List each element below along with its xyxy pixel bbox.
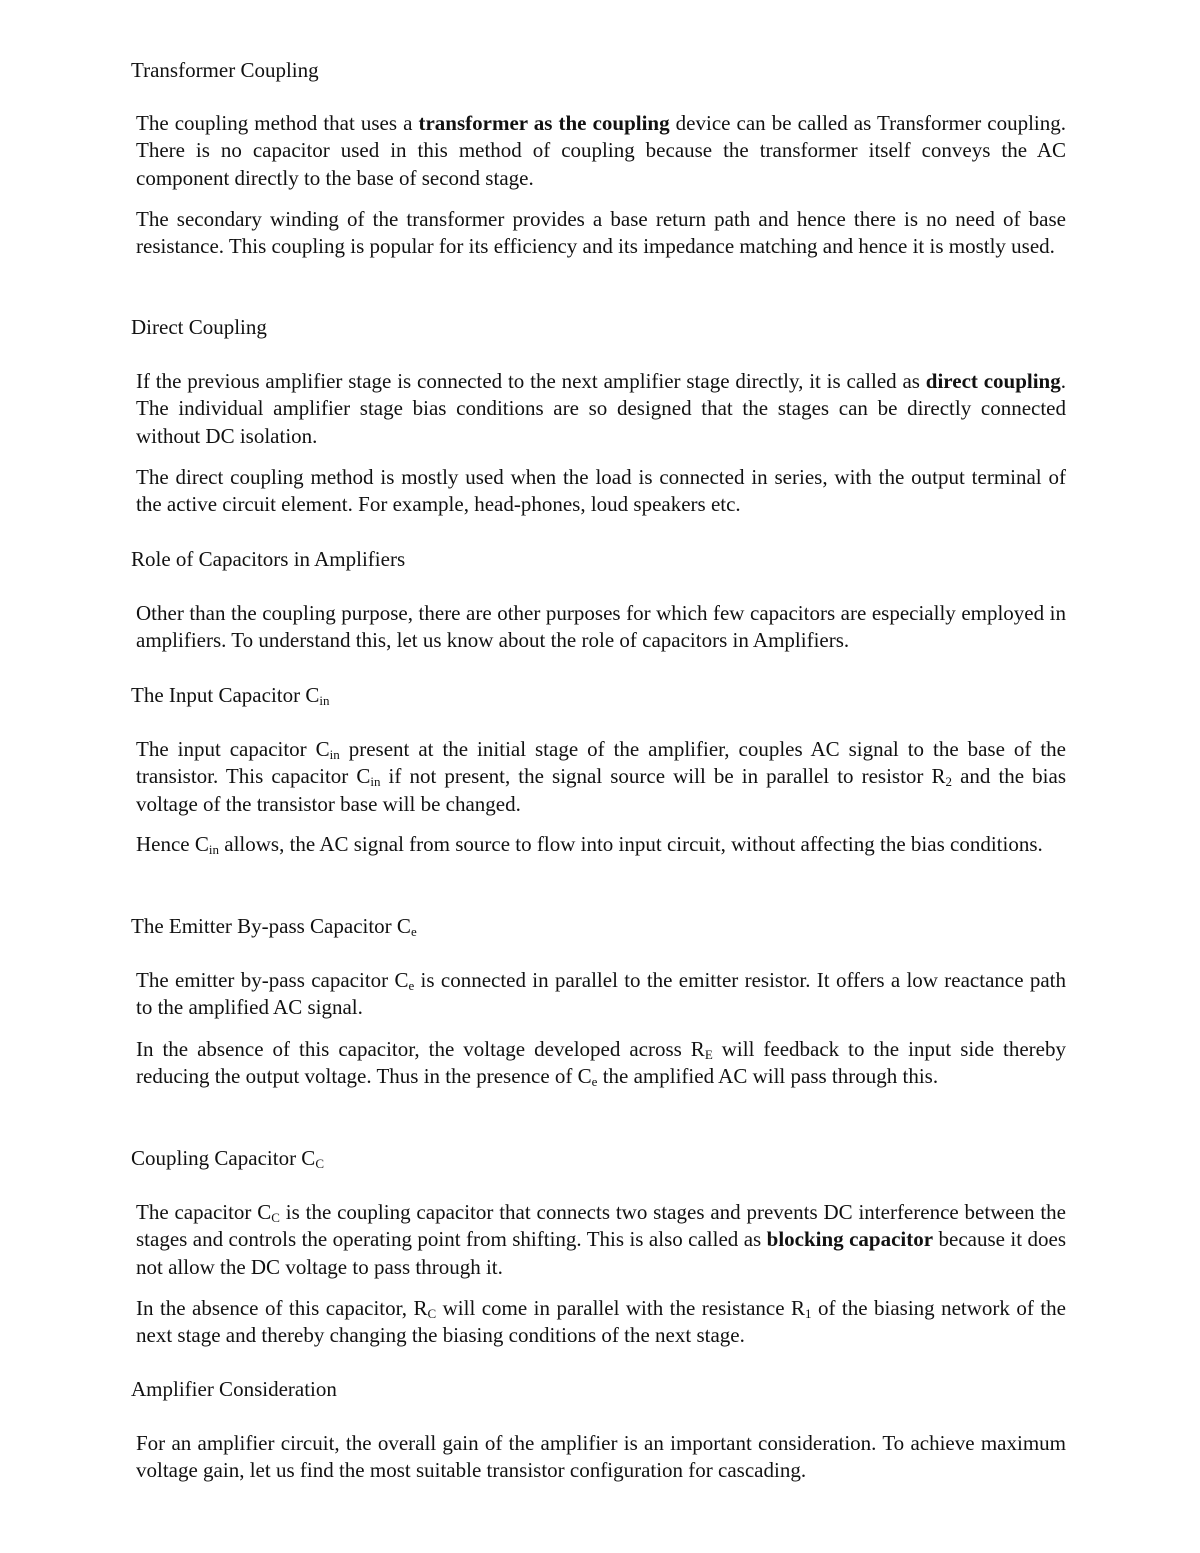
text-run: because it does not allow the DC voltage to pass through it.	[136, 1227, 1066, 1279]
paragraph	[136, 600, 1066, 655]
text-run: will come in parallel with the resistance R	[436, 1296, 805, 1320]
paragraph	[136, 1430, 1066, 1485]
text-run: The capacitor C	[136, 1200, 272, 1224]
text-run: if not present, the signal source will be in parallel to resistor R	[380, 764, 946, 789]
section-heading: The Input Capacitor $C_{in}$	[131, 683, 330, 708]
text-run: allows, the AC signal from source to flow into input circuit, without affecting the bias conditions.	[219, 832, 1043, 856]
subscript: e	[408, 978, 415, 993]
paragraph	[136, 110, 1066, 192]
bold-term: transformer as the coupling	[418, 111, 670, 135]
text-run: Other than the coupling purpose, there are other purposes for which few capacitors are especially employed in amplifiers. To understand this, let us know about the role of capacitors in Amplifiers.	[136, 601, 1066, 653]
section-heading: Amplifier Consideration	[131, 1377, 337, 1401]
paragraph	[136, 464, 1066, 519]
subscript: e	[591, 1074, 598, 1090]
text-run: The secondary winding of the transformer provides a base return path and hence there is no need of base resistance. This coupling is popular for its efficiency and its impedance matching and hence it is mostly used.	[136, 207, 1066, 259]
paragraph	[136, 368, 1066, 450]
text-run: will feedback to the input side thereby reducing the output voltage. Thus in the presence of C	[136, 1037, 1066, 1089]
text-run: present at the initial stage of the amplifier, couples AC signal to the base of the transistor. This capacitor C	[136, 737, 1066, 789]
text-run: The emitter by-pass capacitor C	[136, 968, 409, 992]
paragraph	[136, 1199, 1066, 1281]
subscript: in	[329, 747, 340, 762]
subscript: in	[208, 842, 220, 857]
subscript: 2	[945, 774, 952, 790]
text-run: the amplified AC will pass through this.	[597, 1064, 939, 1089]
text-run: The direct coupling method is mostly used when the load is connected in series, with the output terminal of the active circuit element. For example, head-phones, loud speakers etc.	[136, 465, 1066, 517]
text-run: If the previous amplifier stage is connected to the next amplifier stage directly, it is called as	[136, 369, 926, 393]
text-run: In the absence of this capacitor, R	[136, 1296, 428, 1320]
section-heading: Transformer Coupling	[131, 58, 319, 82]
text-run: For an amplifier circuit, the overall gain of the amplifier is an important consideration. To achieve maximum voltage gain, let us find the most suitable transistor configuration for cascading.	[136, 1431, 1066, 1483]
section-heading: Role of Capacitors in Amplifiers	[131, 547, 406, 571]
text-run: device can be called as Transformer coupling. There is no capacitor used in this method of coupling because the transformer itself conveys the AC component directly to the base of second stage.	[136, 111, 1066, 190]
section-heading: Coupling Capacitor $C_C$	[131, 1146, 324, 1171]
paragraph	[136, 736, 1066, 818]
paragraph	[136, 967, 1066, 1022]
text-run: . The individual amplifier stage bias conditions are so designed that the stages can be directly connected without DC isolation.	[136, 369, 1066, 448]
bold-term: blocking capacitor	[766, 1227, 934, 1252]
text-run: of the biasing network of the next stage and thereby changing the biasing conditions of the next stage.	[136, 1296, 1066, 1348]
bold-term: direct coupling	[925, 369, 1061, 393]
text-run: is the coupling capacitor that connects two stages and prevents DC interference between the stages and controls the operating point from shifting. This is also called as	[136, 1200, 1066, 1252]
subscript: E	[704, 1047, 713, 1062]
text-run: In the absence of this capacitor, the voltage developed across R	[136, 1037, 705, 1061]
paragraph	[136, 206, 1066, 261]
subscript: 1	[805, 1306, 812, 1321]
text-run: Hence C	[136, 832, 209, 856]
text-run: The input capacitor C	[136, 737, 330, 761]
text-run: The coupling method that uses a	[136, 111, 419, 135]
paragraph	[136, 831, 1066, 858]
section-heading: Direct Coupling	[131, 315, 267, 339]
text-run: is connected in parallel to the emitter resistor. It offers a low reactance path to the amplified AC signal.	[136, 968, 1066, 1020]
text-run: and the bias voltage of the transistor base will be changed.	[136, 764, 1067, 816]
subscript: C	[427, 1306, 437, 1321]
paragraph	[136, 1295, 1066, 1350]
section-heading: The Emitter By-pass Capacitor $C_e$	[131, 914, 417, 939]
subscript: C	[271, 1210, 280, 1225]
paragraph	[136, 1036, 1066, 1091]
subscript: in	[370, 774, 381, 790]
